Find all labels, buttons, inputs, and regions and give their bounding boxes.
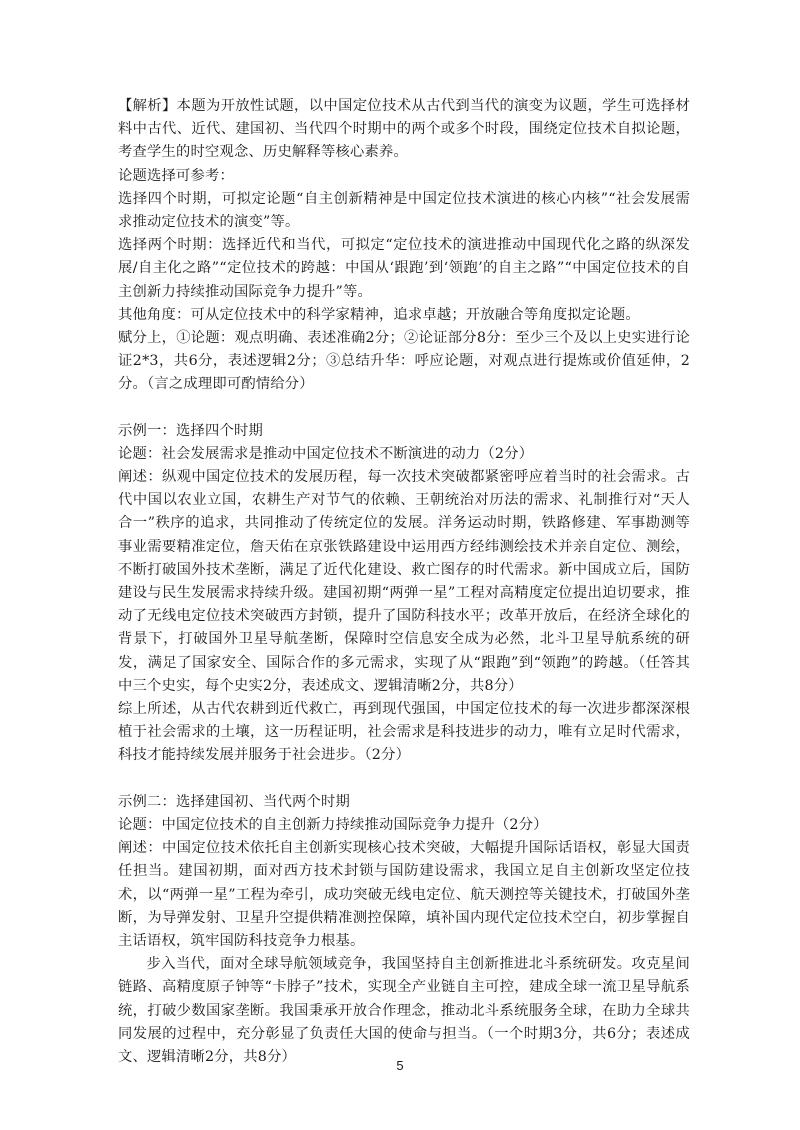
analysis-paragraph: 论题选择可参考： [118, 167, 234, 184]
analysis-paragraph: 赋分上，①论题：观点明确、表述准确2分；②论证部分8分：至少三个及以上史实进行论证2*3，共6分，表述逻辑2分；③总结升华：呼应论题，对观点进行提炼或价值延伸，2分。（言之成理即可酌情给分） [118, 330, 690, 393]
analysis-paragraph: 其他角度：可从定位技术中的科学家精神，追求卓越；开放融合等角度拟定论题。 [118, 306, 640, 323]
example2-argument: 阐述：中国定位技术依托自主创新实现核心技术突破，大幅提升国际话语权，彰显大国责任担当。建国初期，面对西方技术封锁与国防建设需求，我国立足自主创新攻坚定位技术，以“两弹一星”工程为牵引，成功突破无线电定位、航天测控等关键技术，打破国外垄断，为导弹发射、卫星升空提供精准测控保障，填补国内现代定位技术空白，初步掌握自主话语权，筑牢国防科技竞争力根基。 [118, 840, 690, 949]
example2-argument-continued: 步入当代，面对全球导航领域竞争，我国坚持自主创新推进北斗系统研发。攻克星间链路、高精度原子钟等“卡脖子”技术，实现全产业链自主可控，建成全球一流卫星导航系统，打破少数国家垄断。我国秉承开放合作理念，推动北斗系统服务全球，在助力全球共同发展的过程中，充分彰显了负责任大国的使命与担当。（一个时期3分，共6分；表述成文、逻辑清晰2分，共8分） [118, 956, 690, 1065]
example2-thesis: 论题：中国定位技术的自主创新力持续推动国际竞争力提升（2分） [118, 816, 548, 833]
example2-title: 示例二：选择建国初、当代两个时期 [118, 793, 350, 810]
example1-title: 示例一：选择四个时期 [118, 422, 263, 439]
example1-conclusion: 综上所述，从古代农耕到近代救亡，再到现代强国，中国定位技术的每一次进步都深深根植于社会需求的土壤，这一历程证明，社会需求是科技进步的动力，唯有立足时代需求，科技才能持续发展并服务于社会进步。（2分） [118, 701, 690, 764]
analysis-paragraph: 【解析】本题为开放性试题，以中国定位技术从古代到当代的演变为议题，学生可选择材料中古代、近代、建国初、当代四个时期中的两个或多个时段，围绕定位技术自拟论题，考查学生的时空观念、历史解释等核心素养。 [118, 98, 690, 161]
page-number: 5 [396, 1058, 404, 1073]
example1-argument: 阐述：纵观中国定位技术的发展历程，每一次技术突破都紧密呼应着当时的社会需求。古代中国以农业立国，农耕生产对节气的依赖、王朝统治对历法的需求、礼制推行对“天人合一”秩序的追求，共同推动了传统定位的发展。洋务运动时期，铁路修建、军事勘测等事业需要精准定位，詹天佑在京张铁路建设中运用西方经纬测绘技术并亲自定位、测绘，不断打破国外技术垄断，满足了近代化建设、救亡图存的时代需求。新中国成立后，国防建设与民生发展需求持续升级。建国初期“两弹一星”工程对高精度定位提出迫切要求，推动了无线电定位技术突破西方封锁，提升了国防科技水平；改革开放后，在经济全球化的背景下，打破国外卫星导航垄断，保障时空信息安全成为必然，北斗卫星导航系统的研发，满足了国家安全、国际合作的多元需求，实现了从“跟跑”到“领跑”的跨越。（任答其中三个史实，每个史实2分，表述成文、逻辑清晰2分，共8分） [118, 469, 690, 694]
analysis-paragraph: 选择两个时期：选择近代和当代，可拟定“定位技术的演进推动中国现代化之路的纵深发展/自主化之路”“定位技术的跨越：中国从‘跟跑’到‘领跑’的自主之路”“中国定位技术的自主创新力持续推动国际竞争力提升”等。 [118, 237, 690, 300]
document-body [118, 95, 690, 1069]
example1-thesis: 论题：社会发展需求是推动中国定位技术不断演进的动力（2分） [118, 445, 534, 462]
analysis-paragraph: 选择四个时期，可拟定论题“自主创新精神是中国定位技术演进的核心内核”“社会发展需求推动定位技术的演变”等。 [118, 190, 690, 231]
